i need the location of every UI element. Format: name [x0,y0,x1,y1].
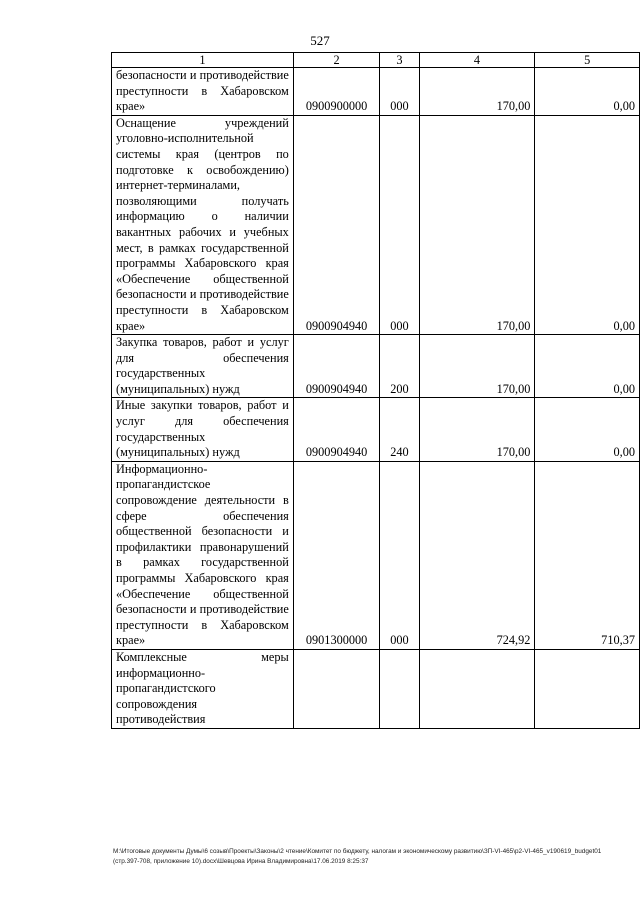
row-code-cell: 0900904940 [293,398,380,461]
header-col-4: 4 [419,53,535,68]
table-row [112,398,640,461]
page-number: 527 [310,33,330,48]
row-sum-col4-cell: 170,00 [419,68,535,116]
row-name-cell: Оснащение учреждений уголовно-исполнительной системы края (центров по подготовке к освобождению) интернет-терминалами, позволяющими получать информацию о наличии вакантных рабочих и учебных мест, в рамках государственной программы Хабаровского края «Обеспечение общественной безопасности и противодействие преступности в Хабаровском крае» [112,115,294,334]
row-kind-cell: 000 [380,115,419,334]
row-code-cell [293,649,380,728]
row-name-cell: Информационно-пропагандистское сопровождение деятельности в сфере обеспечения общественной безопасности и профилактики правонарушений в рамках государственной программы Хабаровского края «Обеспечение общественной безопасности и противодействие преступности в Хабаровском крае» [112,461,294,649]
row-sum-col5-cell: 0,00 [535,68,640,116]
row-sum-col4-cell: 170,00 [419,115,535,334]
table-row [112,649,640,728]
row-name-cell: Закупка товаров, работ и услуг для обеспечения государственных (муниципальных) нужд [112,335,294,398]
row-code-cell: 0900900000 [293,68,380,116]
table-row [112,335,640,398]
table-row [112,461,640,649]
row-kind-cell [380,649,419,728]
header-col-1: 1 [112,53,294,68]
header-col-5: 5 [535,53,640,68]
row-code-cell: 0900904940 [293,115,380,334]
row-sum-col4-cell: 170,00 [419,335,535,398]
row-code-cell: 0901300000 [293,461,380,649]
header-col-2: 2 [293,53,380,68]
row-name-cell: Иные закупки товаров, работ и услуг для обеспечения государственных (муниципальных) нужд [112,398,294,461]
table-row [112,115,640,334]
row-code-cell: 0900904940 [293,335,380,398]
budget-table [111,52,640,729]
row-name-cell: безопасности и противодействие преступности в Хабаровском крае» [112,68,294,116]
table-row [112,68,640,116]
document-path-footer: M:\Итоговые документы Думы\6 созыв\Проекты\Законы\2 чтение\Комитет по бюджету, налогам и экономическому развитию\ЗП-VI-465\р2-VI-465_v190619_budget01 (стр.397-708, приложение 10).docx\Шевцова Ирина Владимировна\17.06.2019 8:25:37 [113,848,602,865]
row-sum-col4-cell [419,649,535,728]
row-sum-col5-cell: 0,00 [535,115,640,334]
row-sum-col4-cell: 170,00 [419,398,535,461]
header-col-3: 3 [380,53,419,68]
row-kind-cell: 240 [380,398,419,461]
row-sum-col5-cell: 0,00 [535,335,640,398]
row-kind-cell: 200 [380,335,419,398]
row-sum-col5-cell: 710,37 [535,461,640,649]
row-sum-col5-cell [535,649,640,728]
row-kind-cell: 000 [380,68,419,116]
row-sum-col5-cell: 0,00 [535,398,640,461]
row-kind-cell: 000 [380,461,419,649]
row-name-cell: Комплексные меры информационно-пропагандистского сопровождения противодействия [112,649,294,728]
row-sum-col4-cell: 724,92 [419,461,535,649]
table-header-row [112,53,640,68]
